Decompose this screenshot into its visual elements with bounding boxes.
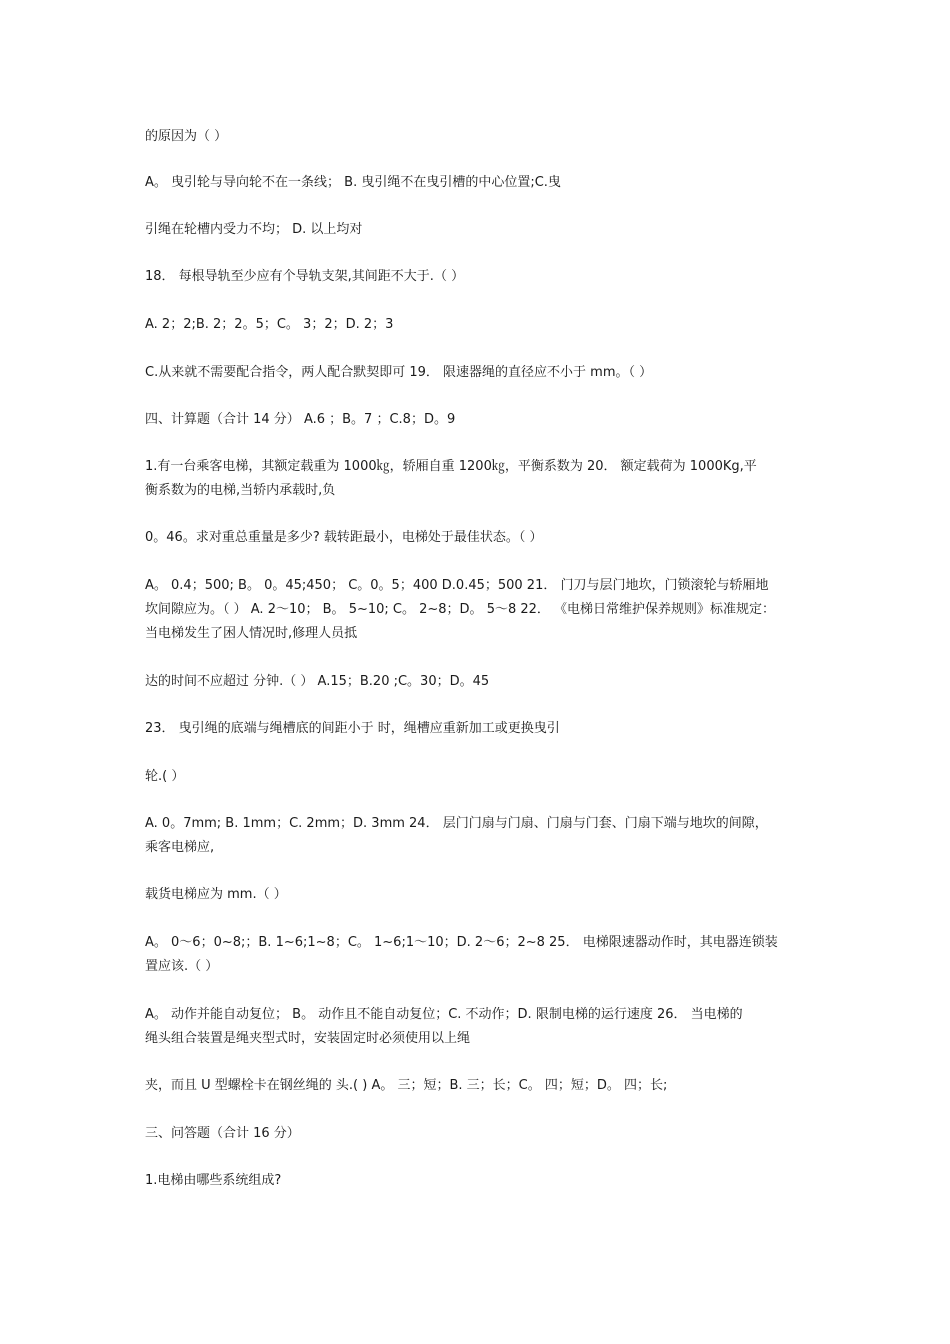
text-line: 衡系数为的电梯,当轿内承载时,负 <box>145 483 336 498</box>
text-line: 的原因为（ ） <box>145 129 228 144</box>
text-line: 当电梯发生了困人情况时,修理人员抵 <box>145 626 358 641</box>
question-26: A。 动作并能自动复位； B。 动作且不能自动复位；C. 不动作；D. 限制电梯的运行速度 26． 当电梯的 <box>145 1007 743 1022</box>
text-line: 置应该.（ ） <box>145 959 219 974</box>
text-line: 达的时间不应超过 分钟.（ ） A.15；B.20 ;C。30；D。45 <box>145 674 490 689</box>
question-21: A。 0.4；500; B。 0。45;450； C。0。5；400 D.0.45；500 21． 门刀与层门地坎，门锁滚轮与轿厢地 <box>145 578 769 593</box>
text-line: 载货电梯应为 mm.（ ） <box>145 887 287 902</box>
section-heading: 四、计算题（合计 14 分） A.6 ；B。7 ；C.8；D。9 <box>145 412 456 427</box>
text-line: 轮.( ） <box>145 769 185 784</box>
text-line: 引绳在轮槽内受力不均； D. 以上均对 <box>145 222 363 237</box>
section-heading: 三、问答题（合计 16 分） <box>145 1126 300 1141</box>
text-line: A. 2；2;B. 2；2。5；C。 3；2；D. 2；3 <box>145 317 394 332</box>
text-line: 绳头组合装置是绳夹型式时，安装固定时必须使用以上绳 <box>145 1031 471 1046</box>
text-line: 乘客电梯应, <box>145 840 215 855</box>
question-22: 坎间隙应为。（ ） A. 2～10； B。 5~10; C。 2~8；D。 5～8 22． 《电梯日常维护保养规则》标准规定： <box>145 602 776 617</box>
question-24: A. 0。7mm; B. 1mm；C. 2mm；D. 3mm 24． 层门门扇与门扇、门扇与门套、门扇下端与地坎的间隙， <box>145 816 768 831</box>
question-18: 18． 每根导轨至少应有个导轨支架,其间距不大于.（ ） <box>145 269 465 284</box>
question-23: 23． 曳引绳的底端与绳槽底的间距小于 时，绳槽应重新加工或更换曳引 <box>145 721 560 736</box>
text-line: 1.有一台乘客电梯，其额定载重为 1000㎏，轿厢自重 1200㎏，平衡系数为 20． 额定载荷为 1000Kg,平 <box>145 459 757 474</box>
text-line: A。 曳引轮与导向轮不在一条线； B. 曳引绳不在曳引槽的中心位置;C.曳 <box>145 175 561 190</box>
question-19: C.从来就不需要配合指令，两人配合默契即可 19． 限速器绳的直径应不小于 mm。（ ） <box>145 365 653 380</box>
text-line: 0。46。求对重总重量是多少? 载转距最小，电梯处于最佳状态。（ ） <box>145 530 543 545</box>
question-25: A。 0～6；0~8;；B. 1~6;1~8；C。 1~6;1～10；D. 2～6；2~8 25． 电梯限速器动作时，其电器连锁装 <box>145 935 778 950</box>
text-line: 夹，而且 U 型螺栓卡在钢丝绳的 头.( ) A。 三；短；B. 三；长；C。 四；短；D。 四；长; <box>145 1078 668 1093</box>
question-answer-1: 1.电梯由哪些系统组成? <box>145 1173 282 1188</box>
